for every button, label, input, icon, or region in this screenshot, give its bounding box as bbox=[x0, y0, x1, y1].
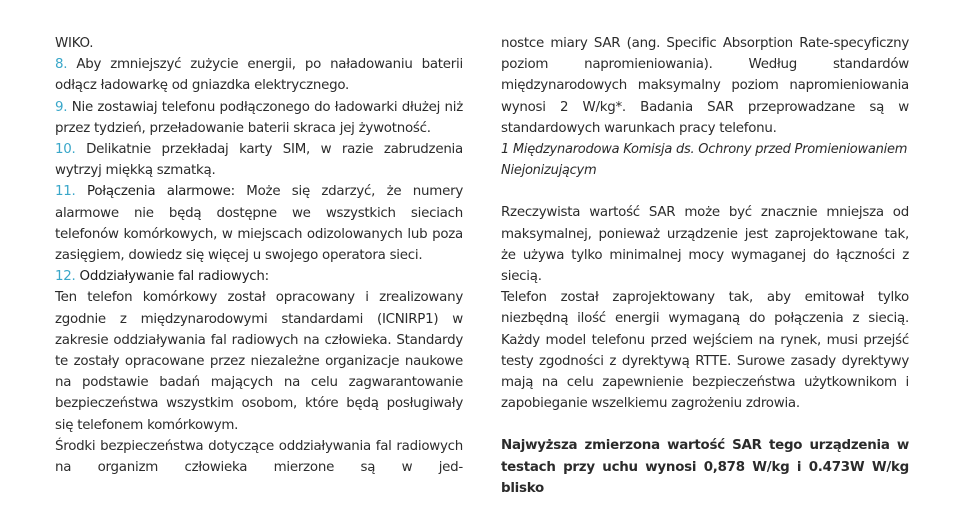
body-paragraph: nostce miary SAR (ang. Specific Absorption Rate-specyficzny poziom napromieniowania). Według standardów międzynarodowych maksymalny poziom napromieniowania wynosi 2 W/kg*. Badania SAR przeprowadzane są w standardowych warunkach pracy telefonu. bbox=[501, 36, 909, 136]
left-column bbox=[55, 33, 463, 478]
right-column bbox=[501, 33, 909, 499]
item-text: Może się zdarzyć, że numery alarmowe nie będą dostępne we wszystkich sieciach telefonów komórkowych, w miejscach odizolowanych lub poza zasięgiem, dowiedz się więcej u swojego operatora sieci. bbox=[55, 184, 463, 264]
body-paragraph: Rzeczywista wartość SAR może być znacznie mniejsza od maksymalnej, ponieważ urządzenie jest zaprojektowane tak, że używa tylko minimalnej mocy wymaganej do łączności z siecią. bbox=[501, 205, 909, 285]
body-paragraph: Telefon został zaprojektowany tak, aby emitował tylko niezbędną ilość energii wymaganą do połączenia z siecią. Każdy model telefonu przed wejściem na rynek, musi przejść testy zgodności z dyrektywą RTTE. Surowe zasady dyrektywy mają na celu zapewnienie bezpieczeństwa użytkownikom i zapobieganie wszelkiemu zagrożeniu zdrowia. bbox=[501, 290, 909, 412]
wiko-text: WIKO. bbox=[55, 36, 94, 51]
list-item-9 bbox=[55, 97, 463, 139]
body-paragraph: Środki bezpieczeństwa dotyczące oddziaływania fal radiowych na organizm człowieka mierzone są w jed- bbox=[55, 438, 463, 476]
spacer bbox=[501, 414, 909, 435]
list-item-8 bbox=[55, 54, 463, 96]
item-heading: Oddziaływanie fal radiowych: bbox=[75, 269, 269, 285]
list-item-12 bbox=[55, 266, 463, 287]
list-item-10 bbox=[55, 139, 463, 181]
sar-statement: Najwyższa zmierzona wartość SAR tego urządzenia w testach przy uchu wynosi 0,878 W/kg i 0.473W W/kg blisko bbox=[501, 438, 909, 496]
spacer bbox=[501, 181, 909, 202]
body-paragraph: Ten telefon komórkowy został opracowany i zrealizowany zgodnie z międzynarodowymi standardami (ICNIRP1) w zakresie oddziaływania fal radiowych na człowieka. Standardy te zostały opracowane przez niezależne organizacje naukowe na podstawie badań mających na celu zagwarantowanie bezpieczeństwa wszystkim osobom, które będą posługiwały się telefonem komórkowym. bbox=[55, 290, 463, 433]
item-text: Delikatnie przekładaj karty SIM, w razie zabrudzenia wytrzyj miękką szmatką. bbox=[55, 142, 463, 179]
item-number: 10. bbox=[55, 142, 76, 158]
item-heading: Połączenia alarmowe: bbox=[75, 184, 235, 200]
list-item-11 bbox=[55, 181, 463, 266]
item-text: Nie zostawiaj telefonu podłączonego do ładowarki dłużej niż przez tydzień, przeładowanie baterii skraca jej żywotność. bbox=[55, 99, 463, 136]
item-number: 12. bbox=[55, 269, 76, 285]
item-number: 8. bbox=[55, 57, 68, 73]
item-text: Aby zmniejszyć zużycie energii, po naładowaniu baterii odłącz ładowarkę od gniazdka elektrycznego. bbox=[55, 57, 463, 94]
item-number: 11. bbox=[55, 184, 76, 200]
footnote: 1 Międzynarodowa Komisja ds. Ochrony przed Promieniowaniem Niejonizującym bbox=[501, 142, 908, 179]
item-number: 9. bbox=[55, 99, 68, 115]
